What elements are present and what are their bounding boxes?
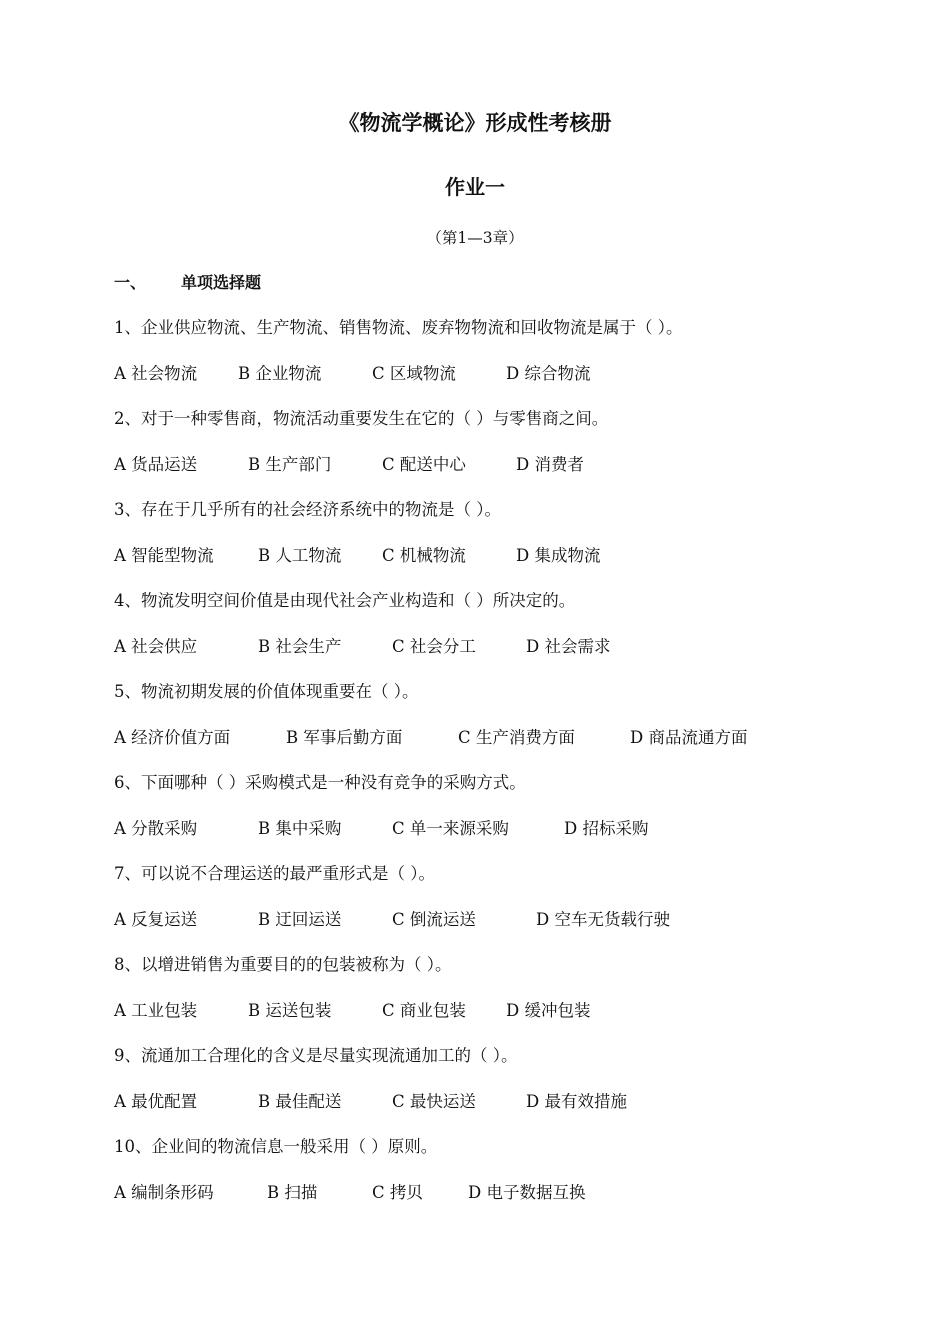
q5-option-d: D 商品流通方面 xyxy=(630,728,748,747)
chapter-range: （第1—3章） xyxy=(426,229,524,247)
q5-option-b: B 军事后勤方面 xyxy=(286,728,403,747)
assignment-title: 作业一 xyxy=(445,175,505,199)
question-9: 9、流通加工合理化的含义是尽量实现流通加工的（ ）。 xyxy=(114,1046,518,1065)
q8-option-a: A 工业包装 xyxy=(114,1001,198,1020)
q1-option-d: D 综合物流 xyxy=(506,364,591,383)
question-7: 7、可以说不合理运送的最严重形式是（ ）。 xyxy=(114,864,435,883)
q3-option-a: A 智能型物流 xyxy=(114,546,214,565)
q2-option-a: A 货品运送 xyxy=(114,455,198,474)
q7-option-a: A 反复运送 xyxy=(114,910,198,929)
q7-option-c: C 倒流运送 xyxy=(392,910,476,929)
section-title: 单项选择题 xyxy=(181,273,262,292)
q2-option-d: D 消费者 xyxy=(516,455,584,474)
q8-option-d: D 缓冲包装 xyxy=(506,1001,591,1020)
q9-option-b: B 最佳配送 xyxy=(258,1092,342,1111)
q7-option-b: B 迂回运送 xyxy=(258,910,342,929)
q5-option-a: A 经济价值方面 xyxy=(114,728,231,747)
q4-option-d: D 社会需求 xyxy=(526,637,611,656)
question-5: 5、物流初期发展的价值体现重要在（ ）。 xyxy=(114,682,419,701)
q5-option-c: C 生产消费方面 xyxy=(458,728,575,747)
q1-option-a: A 社会物流 xyxy=(114,364,198,383)
q4-option-a: A 社会供应 xyxy=(114,637,198,656)
question-3: 3、存在于几乎所有的社会经济系统中的物流是（ ）。 xyxy=(114,500,501,519)
q10-option-d: D 电子数据互换 xyxy=(468,1183,586,1202)
q3-option-d: D 集成物流 xyxy=(516,546,601,565)
q6-option-a: A 分散采购 xyxy=(114,819,198,838)
q8-option-b: B 运送包装 xyxy=(248,1001,332,1020)
q3-option-c: C 机械物流 xyxy=(382,546,466,565)
q2-option-c: C 配送中心 xyxy=(382,455,466,474)
q4-option-b: B 社会生产 xyxy=(258,637,342,656)
question-8: 8、以增进销售为重要目的的包装被称为（ ）。 xyxy=(114,955,452,974)
question-4: 4、物流发明空间价值是由现代社会产业构造和（ ）所决定的。 xyxy=(114,591,576,610)
section-number: 一、 xyxy=(114,273,147,292)
q6-option-d: D 招标采购 xyxy=(564,819,649,838)
q8-option-c: C 商业包装 xyxy=(382,1001,466,1020)
q9-option-c: C 最快运送 xyxy=(392,1092,476,1111)
q10-option-b: B 扫描 xyxy=(267,1183,318,1202)
q1-option-c: C 区域物流 xyxy=(372,364,456,383)
question-10: 10、企业间的物流信息一般采用（ ）原则。 xyxy=(114,1137,438,1156)
question-1: 1、企业供应物流、生产物流、销售物流、废弃物物流和回收物流是属于（ ）。 xyxy=(114,318,683,337)
q9-option-a: A 最优配置 xyxy=(114,1092,198,1111)
q10-option-c: C 拷贝 xyxy=(372,1183,423,1202)
q9-option-d: D 最有效措施 xyxy=(526,1092,627,1111)
document-title: 《物流学概论》形成性考核册 xyxy=(338,111,612,135)
q6-option-c: C 单一来源采购 xyxy=(392,819,509,838)
q3-option-b: B 人工物流 xyxy=(258,546,342,565)
q1-option-b: B 企业物流 xyxy=(238,364,322,383)
q7-option-d: D 空车无货载行驶 xyxy=(536,910,670,929)
question-2: 2、对于一种零售商，物流活动重要发生在它的（ ）与零售商之间。 xyxy=(114,409,609,428)
q2-option-b: B 生产部门 xyxy=(248,455,332,474)
q10-option-a: A 编制条形码 xyxy=(114,1183,214,1202)
q6-option-b: B 集中采购 xyxy=(258,819,342,838)
q4-option-c: C 社会分工 xyxy=(392,637,476,656)
question-6: 6、下面哪种（ ）采购模式是一种没有竞争的采购方式。 xyxy=(114,773,526,792)
